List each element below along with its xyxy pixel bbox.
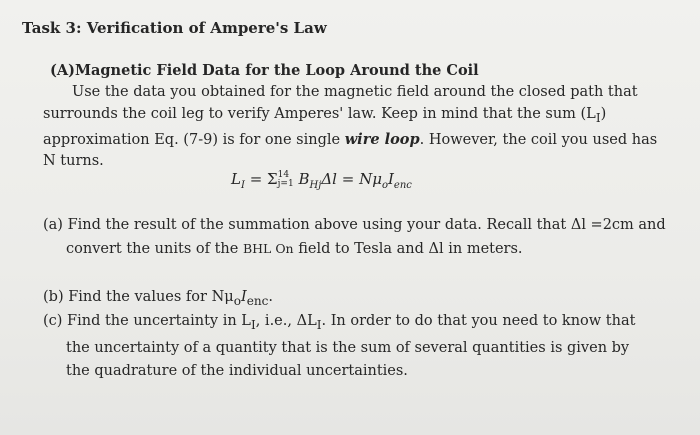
question-a-line-2: convert the units of the BHL On field to Tesla and Δl in meters. bbox=[66, 241, 523, 257]
question-a bbox=[43, 214, 683, 261]
intro-line-1: Use the data you obtained for the magnetic field around the closed path that bbox=[72, 84, 638, 100]
question-a-line-1: (a) Find the result of the summation above using your data. Recall that Δl =2cm and bbox=[43, 217, 666, 233]
question-c-line-1: (c) Find the uncertainty in $L_I$, i.e., $\Delta L_I$. In order to do that you need to know that bbox=[43, 313, 636, 332]
ampere-sum-formula: $L_I = \Sigma 14$ j=1 $B_{Hj}\Delta l = N\mu_oI_{enc}$ bbox=[231, 170, 412, 191]
section-heading: (A)Magnetic Field Data for the Loop Around the Coil bbox=[50, 62, 479, 79]
wire-loop-emphasis: wire loop bbox=[344, 130, 420, 148]
question-c-line-2: the uncertainty of a quantity that is the sum of several quantities is given by bbox=[66, 339, 630, 356]
question-c-line-3: the quadrature of the individual uncertainties. bbox=[66, 362, 408, 379]
task-title: Task 3: Verification of Ampere's Law bbox=[22, 19, 327, 37]
intro-line-4: N turns. bbox=[43, 153, 104, 170]
intro-line-2: surrounds the coil leg to verify Amperes' law. Keep in mind that the sum $(L_I)$ bbox=[43, 105, 607, 125]
question-b: (b) Find the values for $N\mu_oI_{enc}$. bbox=[43, 289, 274, 308]
intro-line-3: approximation Eq. (7-9) is for one single wire loop. However, the coil you used has bbox=[43, 130, 658, 148]
question-c bbox=[43, 310, 683, 383]
intro-paragraph bbox=[43, 82, 668, 173]
